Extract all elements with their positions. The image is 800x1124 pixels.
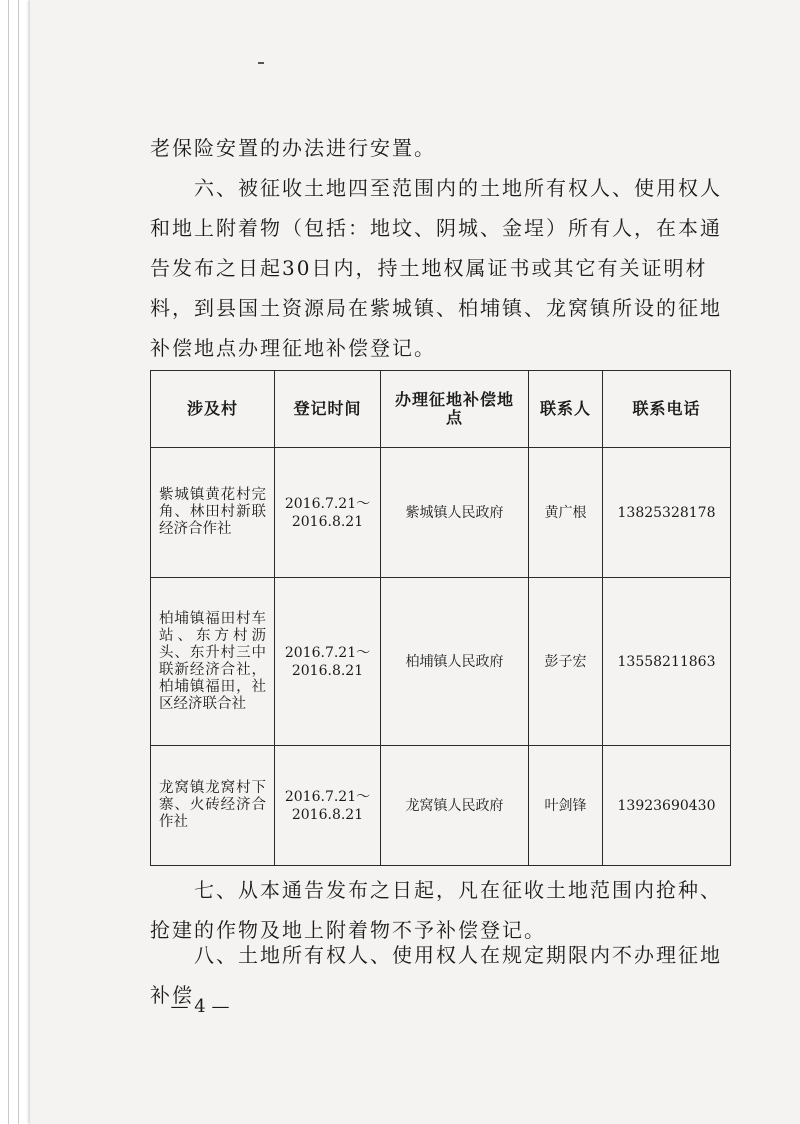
cell-village: 龙窝镇龙窝村下寨、火砖经济合作社 [151, 746, 275, 866]
paper-edge [8, 0, 9, 1124]
paragraph-six: 六、被征收土地四至范围内的土地所有权人、使用权人和地上附着物（包括：地坟、阴城、金埕）所有人，在本通告发布之日起30日内，持土地权属证书或其它有关证明材料，到县国土资源局在紫城镇、柏埔镇、龙窝镇所设的征地补偿地点办理征地补偿登记。 [150, 176, 722, 360]
table-row [151, 578, 731, 746]
cell-village: 紫城镇黄花村完角、林田村新联经济合作社 [151, 448, 275, 578]
cell-contact: 叶剑锋 [529, 746, 603, 866]
paragraph-eight: 八、土地所有权人、使用权人在规定期限内不办理征地补偿 [150, 943, 722, 1007]
paper-edge [18, 0, 19, 1124]
header-place: 办理征地补偿地点 [381, 371, 529, 448]
cell-place: 龙窝镇人民政府 [381, 746, 529, 866]
cell-time: 2016.7.21～2016.8.21 [275, 746, 381, 866]
header-village: 涉及村 [151, 371, 275, 448]
cell-contact: 黄广根 [529, 448, 603, 578]
table-row [151, 448, 731, 578]
cell-phone: 13825328178 [603, 448, 731, 578]
paragraph-pension: 老保险安置的办法进行安置。 [150, 136, 436, 160]
header-contact: 联系人 [529, 371, 603, 448]
cell-place: 柏埔镇人民政府 [381, 578, 529, 746]
cell-phone: 13558211863 [603, 578, 731, 746]
registration-table [150, 370, 731, 866]
scan-mark [258, 62, 264, 64]
cell-phone: 13923690430 [603, 746, 731, 866]
cell-place: 紫城镇人民政府 [381, 448, 529, 578]
page-number: — 4 — [170, 996, 230, 1017]
cell-time: 2016.7.21～2016.8.21 [275, 578, 381, 746]
paragraph-seven: 七、从本通告发布之日起，凡在征收土地范围内抢种、抢建的作物及地上附着物不予补偿登记。 [150, 878, 722, 942]
header-phone: 联系电话 [603, 371, 731, 448]
header-time: 登记时间 [275, 371, 381, 448]
cell-time: 2016.7.21～2016.8.21 [275, 448, 381, 578]
table-row [151, 746, 731, 866]
cell-contact: 彭子宏 [529, 578, 603, 746]
cell-village: 柏埔镇福田村车站、东方村沥头、东升村三中联新经济合社，柏埔镇福田，社区经济联合社 [151, 578, 275, 746]
table-header-row [151, 371, 731, 448]
